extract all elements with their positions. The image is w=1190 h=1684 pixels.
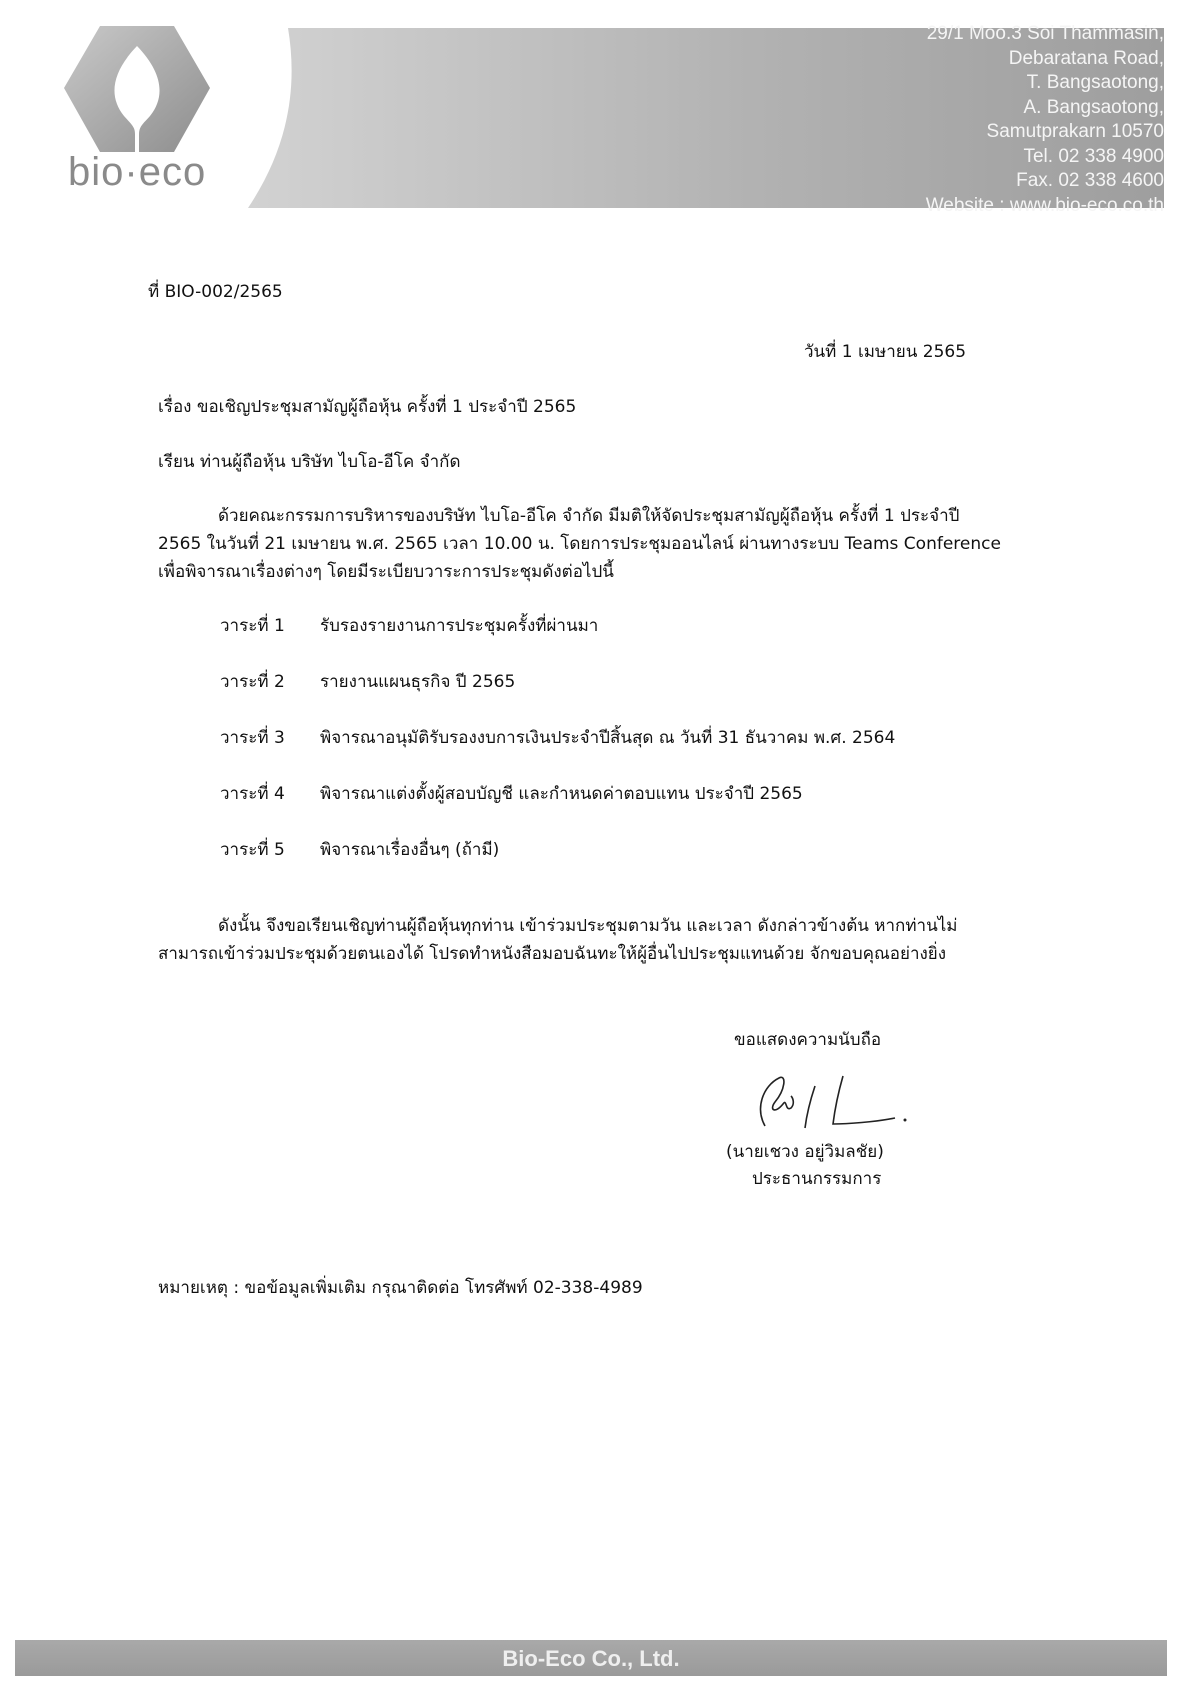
fax-line: Fax. 02 338 4600 [1016, 170, 1164, 191]
website-line: Website : www.bio-eco.co.th [925, 194, 1164, 216]
agenda-description: พิจารณาเรื่องอื่นๆ (ถ้ามี) [320, 840, 500, 860]
bio-eco-logo-icon [62, 22, 212, 162]
letter-subject: เรื่อง ขอเชิญประชุมสามัญผู้ถือหุ้น ครั้งที่ 1 ประจำปี 2565 [158, 397, 577, 417]
intro-paragraph [158, 502, 1001, 586]
address-line: 29/1 Moo.3 Soi Thammasin, [926, 23, 1164, 44]
company-address [926, 22, 1164, 218]
reference-number: ที่ BIO-002/2565 [148, 282, 283, 302]
footer-company-name: Bio-Eco Co., Ltd. [502, 1646, 680, 1671]
agenda-number: วาระที่ 4 [220, 784, 285, 804]
agenda-number: วาระที่ 1 [220, 616, 285, 636]
address-line: Debaratana Road, [1008, 47, 1164, 69]
logo-wordmark: bio·eco [68, 150, 207, 194]
agenda-number: วาระที่ 3 [220, 728, 285, 748]
phone-line: Tel. 02 338 4900 [1023, 145, 1164, 167]
letter-recipient: เรียน ท่านผู้ถือหุ้น บริษัท ไบโอ-อีโค จำกัด [158, 452, 461, 472]
closing-paragraph [158, 912, 957, 968]
letter-date: วันที่ 1 เมษายน 2565 [804, 342, 967, 362]
signer-title: ประธานกรรมการ [752, 1169, 882, 1189]
paragraph-line: สามารถเข้าร่วมประชุมด้วยตนเองได้ โปรดทำหนังสือมอบฉันทะให้ผู้อื่นไปประชุมแทนด้วย จักขอบคุณอย่างยิ่ง [158, 944, 947, 964]
paragraph-line: ด้วยคณะกรรมการบริหารของบริษัท ไบโอ-อีโค จำกัด มีมติให้จัดประชุมสามัญผู้ถือหุ้น ครั้งที่ 1 ประจำปี [218, 506, 960, 526]
agenda-description: รับรองรายงานการประชุมครั้งที่ผ่านมา [320, 616, 599, 636]
regards-text: ขอแสดงความนับถือ [734, 1030, 882, 1050]
paragraph-line: เพื่อพิจารณาเรื่องต่างๆ โดยมีระเบียบวาระการประชุมดังต่อไปนี้ [158, 562, 614, 582]
signer-name: (นายเชวง อยู่วิมลชัย) [726, 1142, 884, 1162]
signature-image [735, 1068, 935, 1134]
paragraph-line: ดังนั้น จึงขอเรียนเชิญท่านผู้ถือหุ้นทุกท่าน เข้าร่วมประชุมตามวัน และเวลา ดังกล่าวข้างต้น หากท่านไม่ [218, 916, 958, 936]
agenda-description: พิจารณาแต่งตั้งผู้สอบบัญชี และกำหนดค่าตอบแทน ประจำปี 2565 [320, 784, 803, 804]
agenda-description: รายงานแผนธุรกิจ ปี 2565 [320, 672, 516, 692]
address-line: A. Bangsaotong, [1023, 96, 1164, 118]
agenda-description: พิจารณาอนุมัติรับรองงบการเงินประจำปีสิ้นสุด ณ วันที่ 31 ธันวาคม พ.ศ. 2564 [320, 728, 896, 748]
footnote: หมายเหตุ : ขอข้อมูลเพิ่มเติม กรุณาติดต่อ โทรศัพท์ 02-338-4989 [158, 1278, 643, 1298]
address-line: Samutprakarn 10570 [986, 121, 1164, 142]
paragraph-line: 2565 ในวันที่ 21 เมษายน พ.ศ. 2565 เวลา 10.00 น. โดยการประชุมออนไลน์ ผ่านทางระบบ Teams Conference [158, 534, 1001, 554]
agenda-number: วาระที่ 2 [220, 672, 285, 692]
agenda-number: วาระที่ 5 [220, 840, 285, 860]
address-line: T. Bangsaotong, [1026, 72, 1164, 93]
footer-band [15, 1640, 1167, 1676]
